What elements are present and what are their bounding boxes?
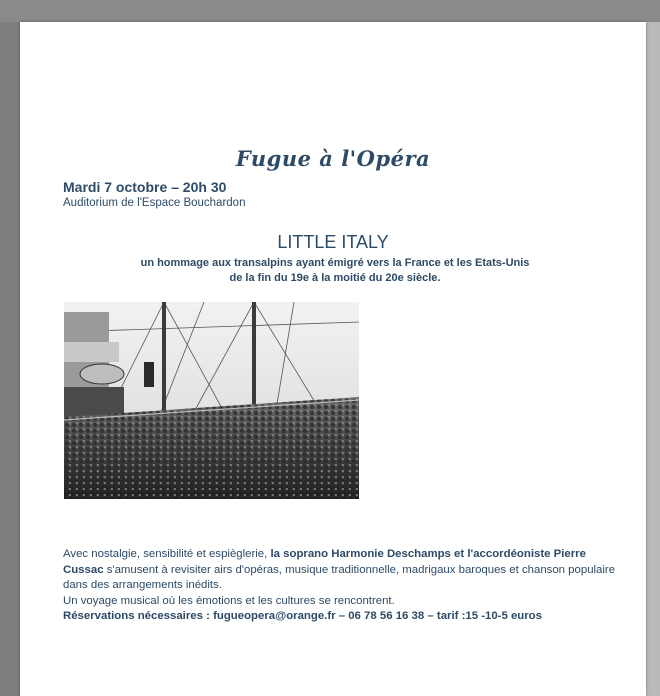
- event-description: [63, 547, 623, 625]
- show-title: LITTLE ITALY: [277, 232, 389, 252]
- ship-deck-illustration: [64, 302, 359, 499]
- show-subtitle: [80, 256, 590, 286]
- description-text: s'amusent à revisiter airs d'opéras, musique traditionnelle, madrigaux baroques et chanson populaire dans des arrangements inédits.: [63, 563, 616, 591]
- window-top-strip: [0, 0, 660, 22]
- page-edge: [646, 22, 660, 696]
- event-venue: Auditorium de l'Espace Bouchardon: [63, 197, 246, 209]
- subtitle-line-1: un hommage aux transalpins ayant émigré vers la France et les Etats-Unis: [140, 257, 530, 269]
- emigrant-ship-photo: [64, 302, 359, 499]
- reservation-line: Réservations nécessaires : fugueopera@orange.fr – 06 78 56 16 38 – tarif :15 -10-5 euros: [63, 610, 542, 622]
- event-date: Mardi 7 octobre – 20h 30: [63, 179, 227, 195]
- brand-title: Fugue à l'Opéra: [235, 146, 431, 171]
- document-page: [20, 22, 646, 696]
- description-intro: Avec nostalgie, sensibilité et espièglerie,: [63, 548, 271, 560]
- closing-line: Un voyage musical où les émotions et les cultures se rencontrent.: [63, 594, 395, 607]
- subtitle-line-2: de la fin du 19e à la moitié du 20e siècle.: [229, 272, 441, 284]
- performers: la soprano Harmonie Deschamps et l'accordéoniste Pierre Cussac: [63, 548, 586, 576]
- description-paragraph: [63, 547, 623, 594]
